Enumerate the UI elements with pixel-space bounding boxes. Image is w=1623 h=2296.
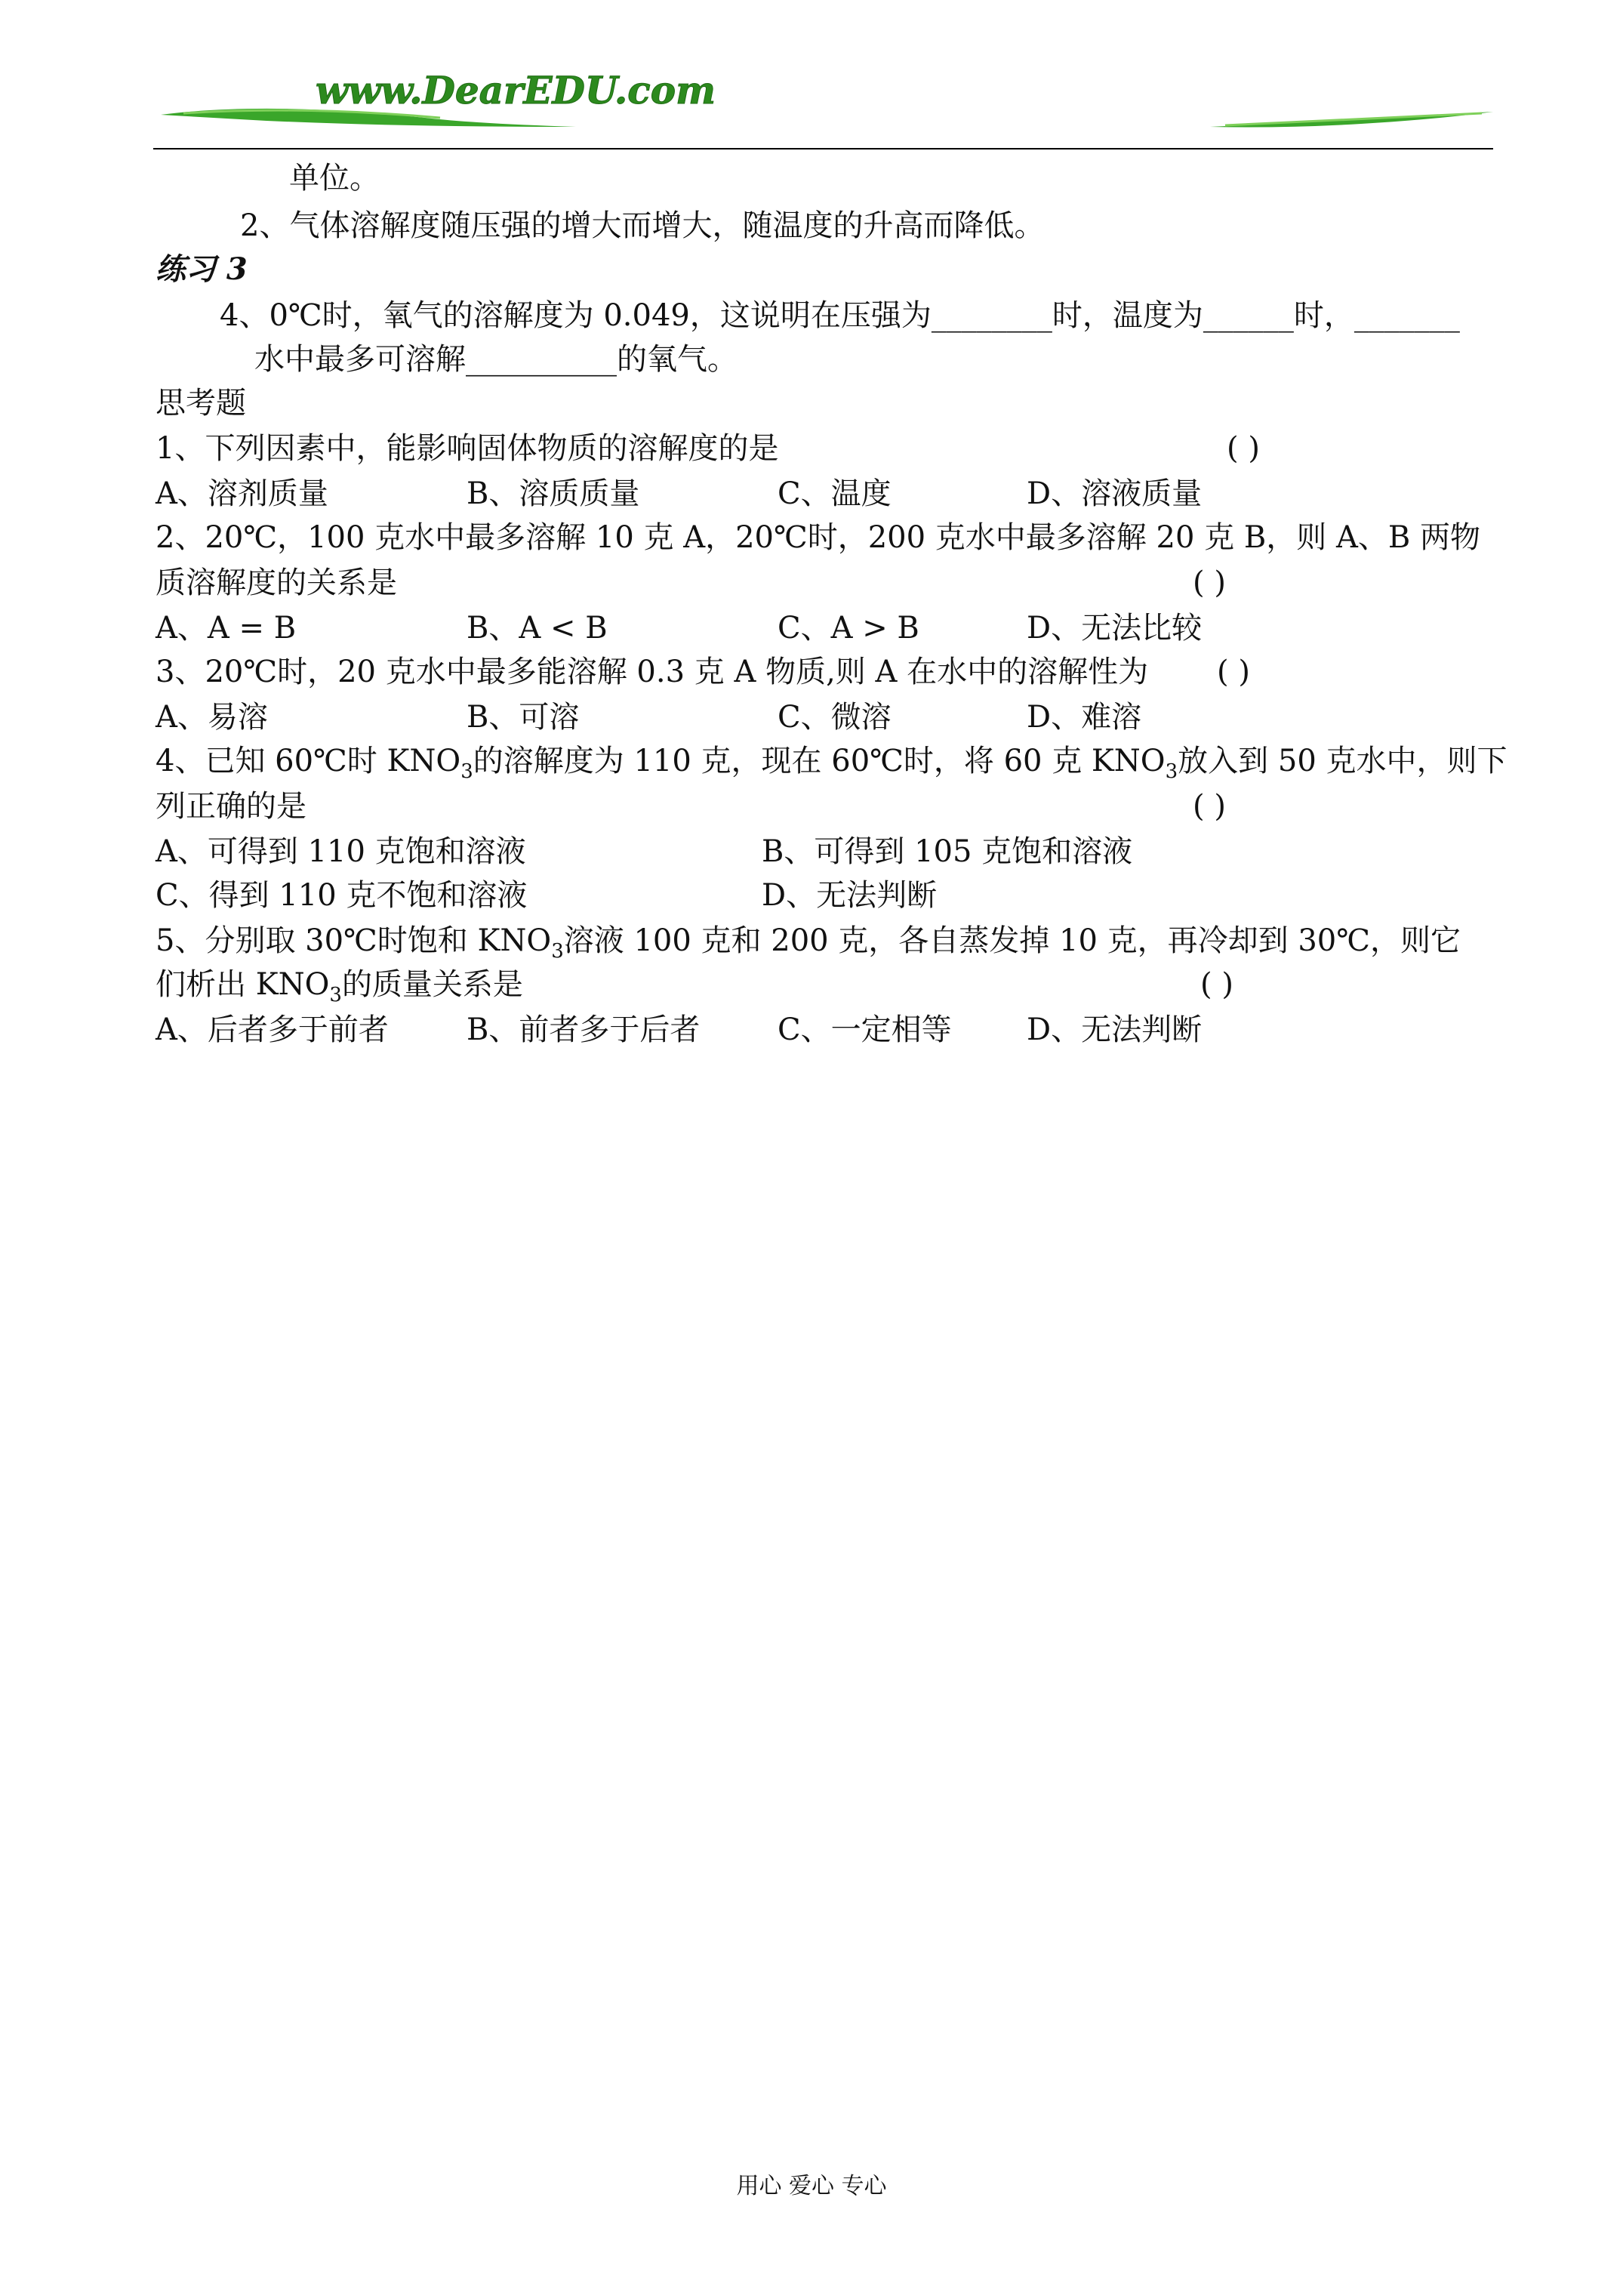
question-1-options	[156, 476, 1514, 512]
question-2-answer-paren: ( )	[1193, 566, 1226, 600]
option-a: A、易溶	[156, 700, 268, 735]
option-c: C、微溶	[778, 700, 892, 735]
header-rule	[153, 148, 1493, 149]
line-gas-solubility: 2、气体溶解度随压强的增大而增大，随温度的升高而降低。	[240, 208, 1045, 243]
question-2-stem: 2、20℃，100 克水中最多溶解 10 克 A，20℃时，200 克水中最多溶解 20 克 B，则 A、B 两物	[156, 520, 1480, 555]
subscript: 3	[460, 760, 473, 783]
option-d: D、溶液质量	[1027, 476, 1203, 511]
question-3-options	[156, 699, 1514, 735]
question-4-stem-2: 列正确的是	[156, 789, 306, 824]
question-4-stem	[156, 743, 1507, 790]
option-d: D、无法判断	[1027, 1012, 1203, 1047]
question-2-options	[156, 610, 1514, 646]
stem-text: 的溶解度为 110 克，现在 60℃时，将 60 克 KNO	[473, 744, 1166, 778]
q4-line-1: 4、0℃时，氧气的溶解度为 0.049，这说明在压强为________时，温度为______时，_______	[220, 298, 1460, 333]
question-4-answer-paren: ( )	[1193, 789, 1226, 824]
site-logo	[153, 68, 878, 113]
question-2-stem-2: 质溶解度的关系是	[156, 566, 397, 600]
site-header	[153, 68, 1497, 151]
option-b: B、可得到 105 克饱和溶液	[762, 834, 1133, 869]
option-c: C、得到 110 克不饱和溶液	[156, 878, 528, 913]
exercise-heading: 练习 3	[156, 251, 248, 287]
option-a: A、可得到 110 克饱和溶液	[156, 834, 526, 869]
page-footer: 用心 爱心 专心	[736, 2173, 887, 2199]
question-1-answer-paren: ( )	[1227, 431, 1260, 466]
q4-line-2: 水中最多可溶解__________的氧气。	[254, 342, 738, 377]
question-5-stem	[156, 923, 1461, 969]
option-b: B、A < B	[467, 611, 608, 646]
subscript: 3	[329, 984, 342, 1006]
option-d: D、难溶	[1027, 700, 1142, 735]
option-d: D、无法比较	[1027, 611, 1203, 646]
stem-text: 4、已知 60℃时 KNO	[156, 744, 461, 778]
option-b: B、前者多于后者	[467, 1012, 701, 1047]
question-4-options-row-1	[156, 834, 1514, 870]
question-5-answer-paren: ( )	[1200, 967, 1233, 1002]
option-d: D、无法判断	[762, 878, 938, 913]
line-unit: 单位。	[289, 161, 380, 196]
stem-text: 5、分别取 30℃时饱和 KNO	[156, 923, 552, 958]
option-b: B、可溶	[467, 700, 580, 735]
stem-text: 溶液 100 克和 200 克，各自蒸发掉 10 克，再冷却到 30℃，则它	[563, 923, 1461, 958]
question-3-answer-paren: ( )	[1217, 655, 1250, 689]
site-logo-text: www.DearEDU.com	[315, 68, 716, 112]
stem-text: 的质量关系是	[341, 967, 523, 1002]
option-b: B、溶质质量	[467, 476, 640, 511]
question-5-stem-2	[156, 966, 523, 1013]
option-a: A、A = B	[156, 611, 297, 646]
question-3-stem: 3、20℃时，20 克水中最多能溶解 0.3 克 A 物质,则 A 在水中的溶解性为	[156, 655, 1149, 689]
thinking-heading: 思考题	[156, 386, 246, 421]
subscript: 3	[551, 940, 564, 963]
question-1-stem: 1、下列因素中，能影响固体物质的溶解度的是	[156, 431, 779, 466]
option-a: A、后者多于前者	[156, 1012, 389, 1047]
stem-text: 们析出 KNO	[156, 967, 330, 1002]
question-5-options	[156, 1012, 1514, 1048]
stem-text: 放入到 50 克水中，则下	[1178, 744, 1508, 778]
option-c: C、A > B	[778, 611, 919, 646]
option-c: C、温度	[778, 476, 892, 511]
question-4-options-row-2	[156, 877, 1514, 914]
option-c: C、一定相等	[778, 1012, 952, 1047]
subscript: 3	[1165, 760, 1178, 783]
option-a: A、溶剂质量	[156, 476, 328, 511]
